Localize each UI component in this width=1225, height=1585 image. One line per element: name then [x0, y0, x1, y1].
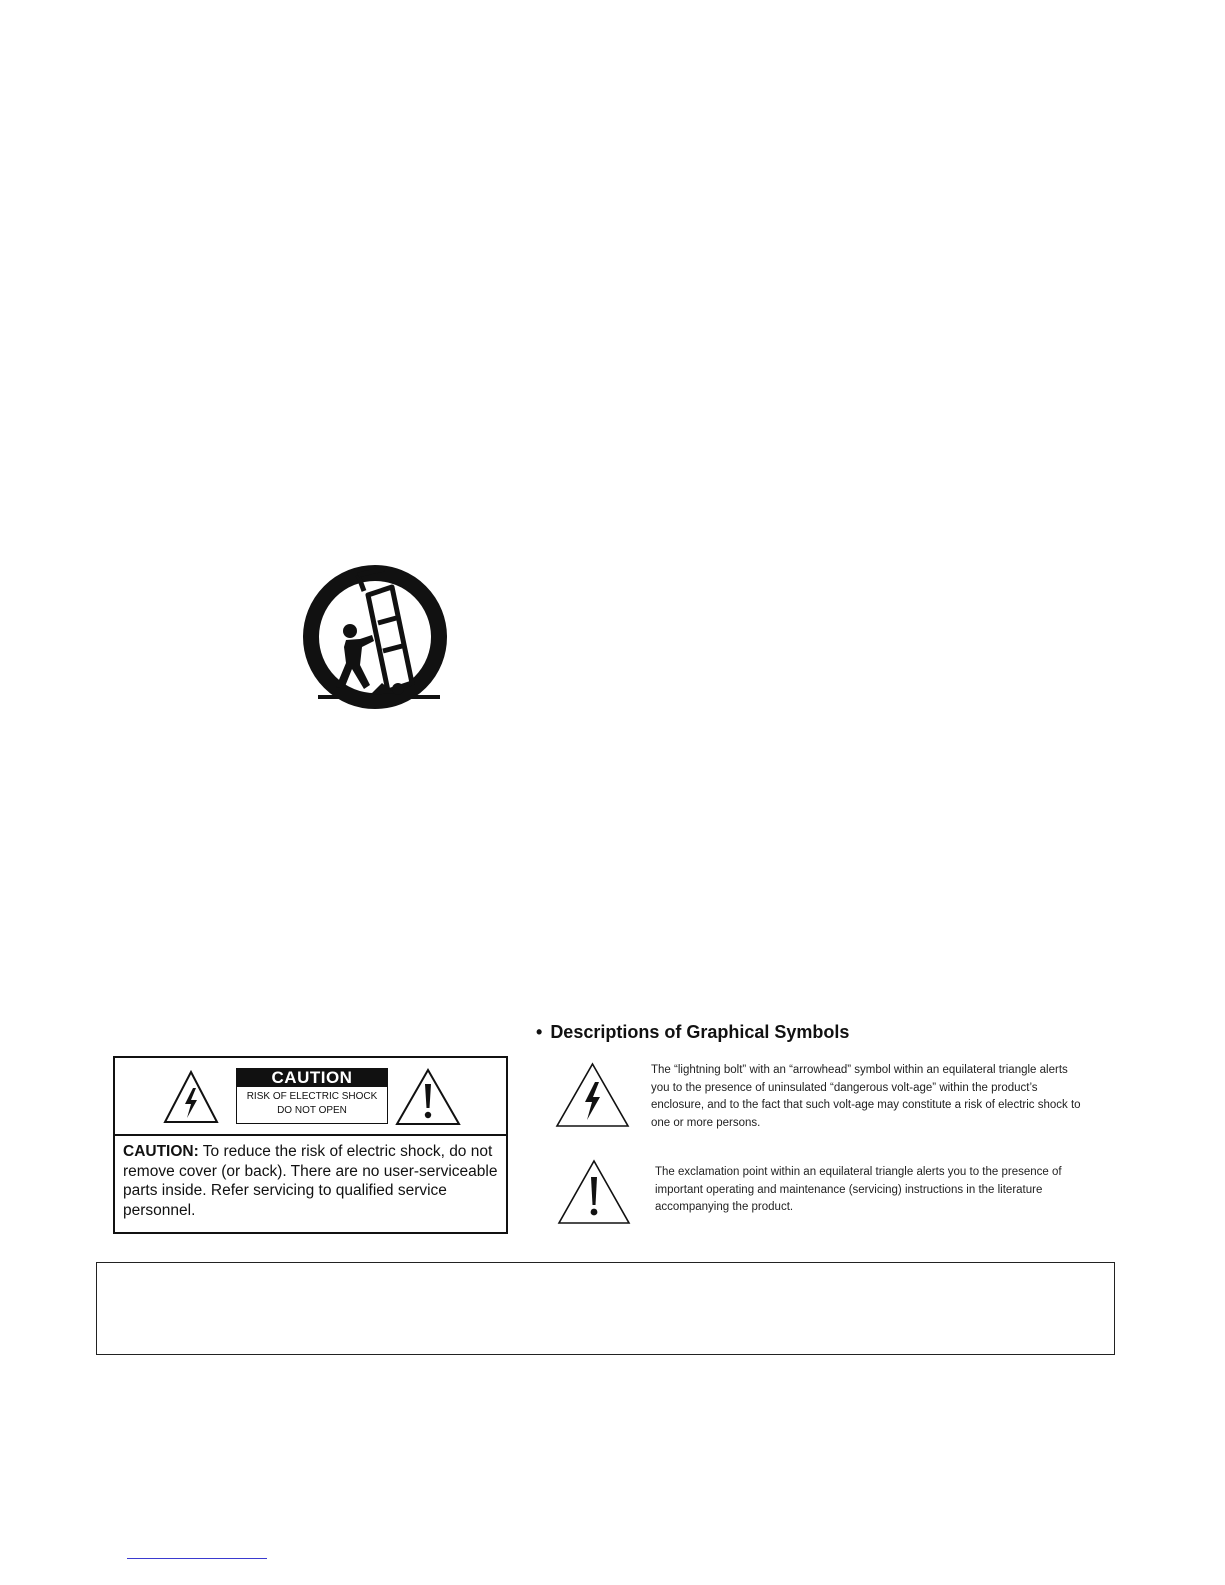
lightning-description: The “lightning bolt” with an “arrowhead” symbol within an equilateral triangle alerts you to the presence of uninsulated “dangerous volt-age” within the product’s enclosure, and to the fact that such volt-age may constitute a risk of electric shock to one or more persons.	[651, 1064, 1081, 1129]
cart-tipover-icon	[300, 565, 460, 717]
heading-text: Descriptions of Graphical Symbols	[550, 1022, 850, 1042]
heading-bullet: •	[536, 1022, 543, 1042]
descriptions-heading	[536, 1022, 849, 1043]
exclamation-description: The exclamation point within an equilateral triangle alerts you to the presence of important operating and maintenance (servicing) instructions in the literature accompanying the product.	[655, 1166, 1062, 1213]
lightning-triangle-icon	[163, 1070, 219, 1124]
exclamation-triangle-icon	[395, 1068, 461, 1126]
caution-sticker-title: CAUTION	[237, 1069, 387, 1087]
caution-sticker	[236, 1068, 388, 1124]
caution-sticker-line2: DO NOT OPEN	[277, 1105, 347, 1116]
notice-box	[96, 1262, 1115, 1355]
lightning-triangle-icon	[555, 1062, 630, 1128]
caution-body	[123, 1142, 498, 1220]
caution-body-text: To reduce the risk of electric shock, do not remove cover (or back). There are no user-serviceable parts inside. Refer servicing to qualified service personnel.	[123, 1143, 498, 1219]
caution-sticker-line1: RISK OF ELECTRIC SHOCK	[246, 1091, 378, 1102]
caution-divider	[115, 1134, 506, 1136]
caution-label-box	[113, 1056, 508, 1234]
exclamation-triangle-icon	[557, 1159, 631, 1225]
link-underline[interactable]	[127, 1558, 267, 1559]
caution-body-label: CAUTION:	[123, 1143, 199, 1160]
